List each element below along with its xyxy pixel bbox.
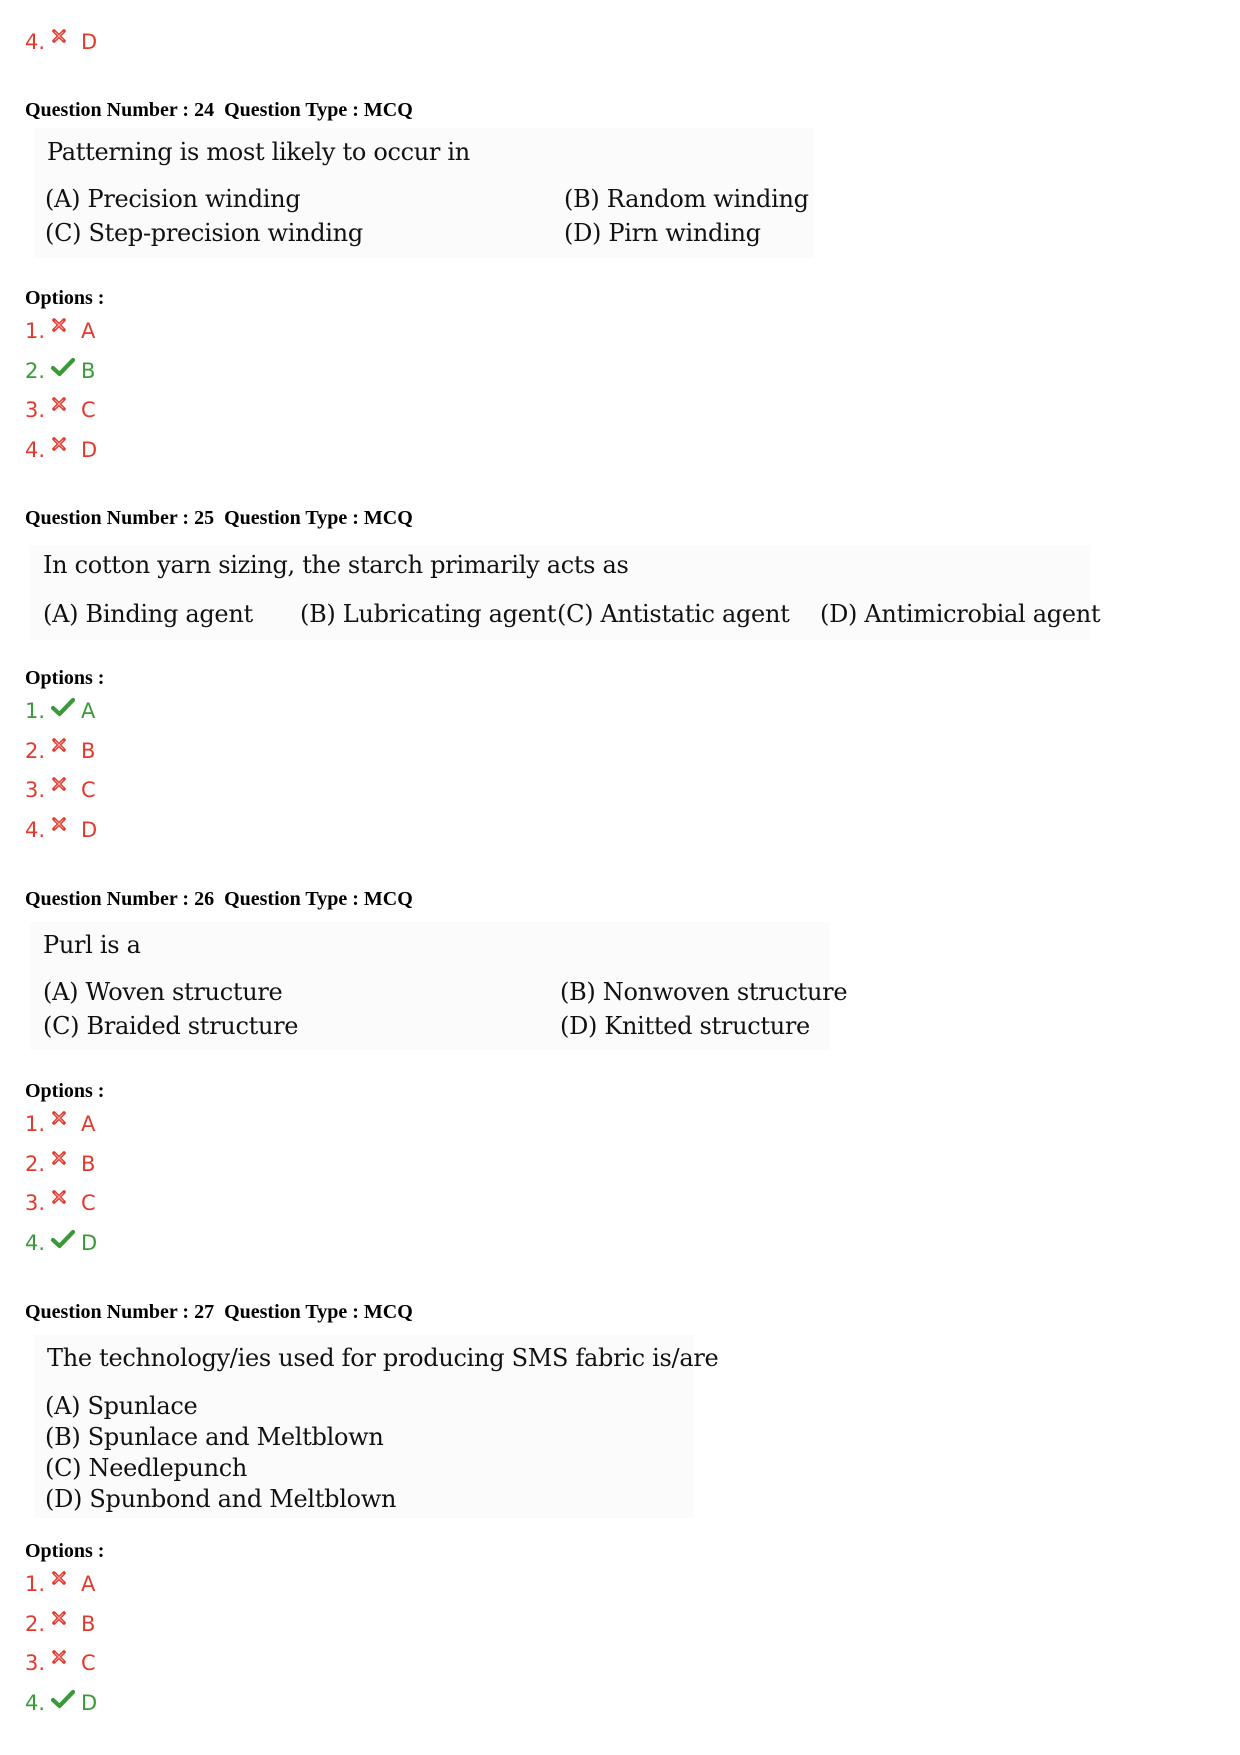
option-number: 2. bbox=[25, 1611, 46, 1636]
option-letter: B bbox=[81, 1611, 96, 1636]
option-number: 1. bbox=[25, 1112, 46, 1136]
cross-icon bbox=[51, 1150, 81, 1166]
cross-icon bbox=[51, 1649, 81, 1665]
option-number: 4. bbox=[25, 437, 46, 462]
option-number: 4. bbox=[25, 1230, 46, 1255]
choice-d: (D) Spunbond and Meltblown bbox=[45, 1485, 397, 1513]
option-row bbox=[25, 1188, 96, 1218]
question-stem: Patterning is most likely to occur in bbox=[47, 138, 470, 166]
options-label: Options : bbox=[25, 667, 105, 689]
cross-icon bbox=[51, 776, 81, 792]
option-letter: C bbox=[81, 1651, 96, 1675]
option-row bbox=[25, 1648, 96, 1678]
options-label: Options : bbox=[25, 1080, 105, 1102]
question-header: Question Number : 27 Question Type : MCQ bbox=[25, 1301, 413, 1323]
option-number: 2. bbox=[25, 1151, 46, 1176]
option-letter: A bbox=[81, 1112, 96, 1136]
choice-a: (A) Spunlace bbox=[45, 1392, 198, 1420]
cross-icon bbox=[51, 436, 81, 452]
choice-c: (C) Braided structure bbox=[43, 1012, 299, 1040]
choice-b: (B) Spunlace and Meltblown bbox=[45, 1423, 384, 1451]
option-row bbox=[25, 736, 95, 766]
option-row bbox=[25, 775, 96, 805]
question-image bbox=[34, 1335, 719, 1518]
choice-a: (A) Precision winding bbox=[45, 185, 301, 213]
choice-b: (B) Lubricating agent bbox=[300, 600, 557, 628]
option-letter: A bbox=[81, 1572, 96, 1596]
option-row bbox=[25, 815, 97, 845]
cross-icon bbox=[51, 317, 81, 333]
choice-c: (C) Antistatic agent bbox=[557, 600, 790, 628]
option-letter: B bbox=[81, 1151, 96, 1176]
option-row bbox=[25, 696, 95, 726]
option-row bbox=[25, 1149, 95, 1179]
option-letter: C bbox=[81, 778, 96, 802]
option-number: 3. bbox=[25, 398, 46, 422]
option-letter: B bbox=[81, 358, 96, 383]
option-letter: A bbox=[81, 699, 96, 723]
option-number: 1. bbox=[25, 319, 46, 343]
option-number: 1. bbox=[25, 699, 46, 723]
choice-d: (D) Knitted structure bbox=[560, 1012, 810, 1040]
option-number: 4. bbox=[25, 817, 46, 842]
choice-d: (D) Pirn winding bbox=[564, 219, 761, 247]
option-number: 3. bbox=[25, 778, 46, 802]
option-number: 4. bbox=[25, 30, 46, 54]
option-row bbox=[25, 1688, 97, 1718]
option-letter: D bbox=[81, 1230, 98, 1255]
option-letter: D bbox=[81, 437, 98, 462]
option-row bbox=[25, 1228, 97, 1258]
option-number: 2. bbox=[25, 358, 46, 383]
choice-a: (A) Binding agent bbox=[43, 600, 253, 628]
question-stem: In cotton yarn sizing, the starch primarily acts as bbox=[43, 551, 629, 579]
option-row bbox=[25, 395, 96, 425]
question-header: Question Number : 26 Question Type : MCQ bbox=[25, 888, 413, 910]
question-header: Question Number : 25 Question Type : MCQ bbox=[25, 507, 413, 529]
option-number: 3. bbox=[25, 1191, 46, 1215]
question-header: Question Number : 24 Question Type : MCQ bbox=[25, 99, 413, 121]
choice-d: (D) Antimicrobial agent bbox=[820, 600, 1101, 628]
cross-icon bbox=[51, 1189, 81, 1205]
cross-icon bbox=[51, 1110, 81, 1126]
choice-b: (B) Nonwoven structure bbox=[560, 978, 848, 1006]
option-letter: A bbox=[81, 319, 96, 343]
choice-b: (B) Random winding bbox=[564, 185, 809, 213]
cross-icon bbox=[51, 28, 81, 44]
check-icon bbox=[51, 1229, 81, 1249]
option-letter: D bbox=[81, 817, 98, 842]
choice-c: (C) Needlepunch bbox=[45, 1454, 248, 1482]
option-letter: B bbox=[81, 738, 96, 763]
question-image bbox=[30, 545, 1101, 640]
cross-icon bbox=[51, 816, 81, 832]
option-row bbox=[25, 435, 97, 465]
question-stem: Purl is a bbox=[43, 931, 141, 959]
cross-icon bbox=[51, 1610, 81, 1626]
check-icon bbox=[51, 357, 81, 377]
option-letter: C bbox=[81, 398, 96, 422]
option-row bbox=[25, 27, 97, 57]
options-label: Options : bbox=[25, 1540, 105, 1562]
check-icon bbox=[51, 1689, 81, 1709]
option-number: 4. bbox=[25, 1690, 46, 1715]
question-image bbox=[30, 922, 848, 1050]
option-number: 1. bbox=[25, 1572, 46, 1596]
choice-c: (C) Step-precision winding bbox=[45, 219, 363, 247]
option-number: 2. bbox=[25, 738, 46, 763]
option-letter: D bbox=[81, 30, 98, 54]
cross-icon bbox=[51, 737, 81, 753]
choice-a: (A) Woven structure bbox=[43, 978, 283, 1006]
option-letter: D bbox=[81, 1690, 98, 1715]
cross-icon bbox=[51, 396, 81, 412]
option-row bbox=[25, 356, 95, 386]
option-row bbox=[25, 1109, 95, 1139]
cross-icon bbox=[51, 1570, 81, 1586]
option-row bbox=[25, 1569, 95, 1599]
option-row bbox=[25, 1609, 95, 1639]
options-label: Options : bbox=[25, 287, 105, 309]
check-icon bbox=[51, 697, 81, 717]
question-image bbox=[34, 128, 814, 258]
option-number: 3. bbox=[25, 1651, 46, 1675]
option-letter: C bbox=[81, 1191, 96, 1215]
option-row bbox=[25, 316, 95, 346]
question-stem: The technology/ies used for producing SMS fabric is/are bbox=[47, 1344, 719, 1372]
